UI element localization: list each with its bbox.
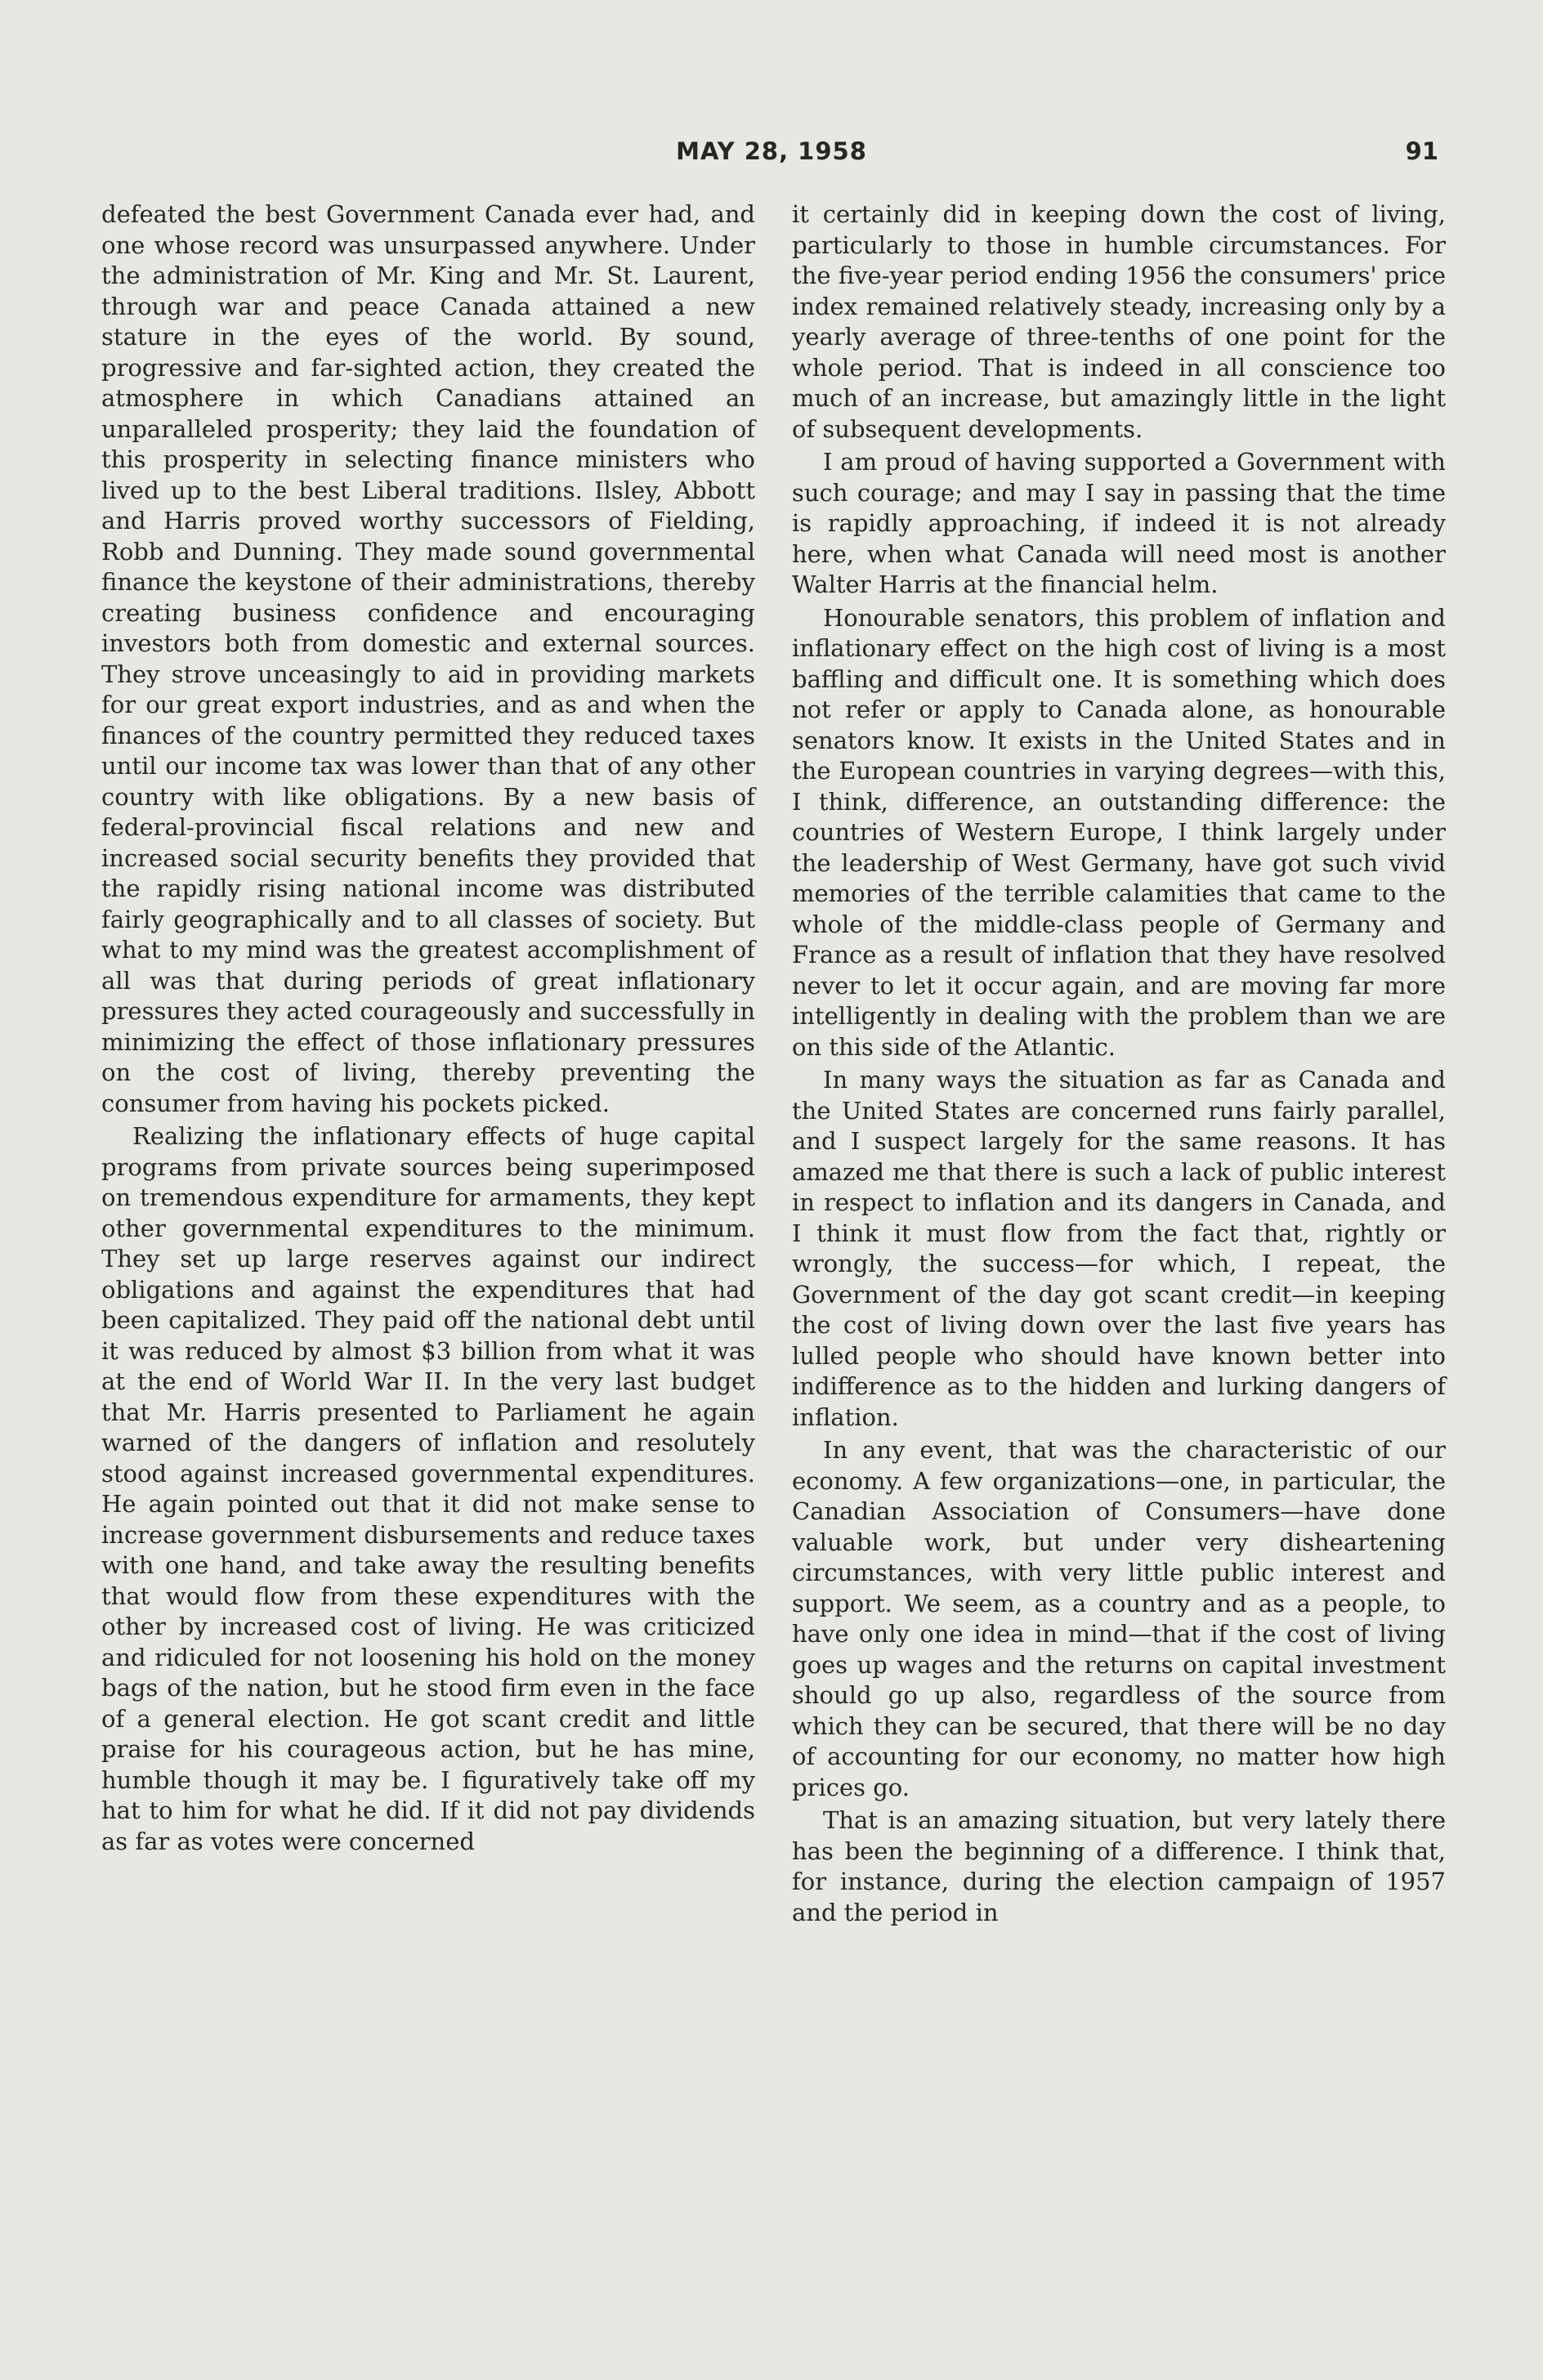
left-column — [101, 199, 755, 1859]
paragraph: defeated the best Government Canada ever had, and one whose record was unsurpassed anywhere. Under the administration of Mr. King and Mr. St. Laurent, through war and peace Canada attained a new stature in the eyes of the world. By sound, progressive and far-sighted action, they created the atmosphere in which Canadians attained an unparalleled prosperity; they laid the foundation of this prosperity in selecting finance ministers who lived up to the best Liberal traditions. Ilsley, Abbott and Harris proved worthy successors of Fielding, Robb and Dunning. They made sound governmental finance the keystone of their administrations, thereby creating business confidence and encouraging investors both from domestic and external sources. They strove unceasingly to aid in providing markets for our great export industries, and as and when the finances of the country permitted they reduced taxes until our income tax was lower than that of any other country with like obligations. By a new basis of federal-provincial fiscal relations and new and increased social security benefits they provided that the rapidly rising national income was distributed fairly geographically and to all classes of society. But what to my mind was the greatest accomplishment of all was that during periods of great inflationary pressures they acted courageously and successfully in minimizing the effect of those inflationary pressures on the cost of living, thereby preventing the consumer from having his pockets picked. — [101, 200, 755, 1117]
paragraph: Realizing the inflationary effects of huge capital programs from private sources being superimposed on tremendous expenditure for armaments, they kept other governmental expenditures to the minimum. They set up large reserves against our indirect obligations and against the expenditures that had been capitalized. They paid off the national debt until it was reduced by almost $3 billion from what it was at the end of World War II. In the very last budget that Mr. Harris presented to Parliament he again warned of the dangers of inflation and resolutely stood against increased governmental expenditures. He again pointed out that it did not make sense to increase government disbursements and reduce taxes with one hand, and take away the resulting benefits that would flow from these expenditures with the other by increased cost of living. He was criticized and ridiculed for not loosening his hold on the money bags of the nation, but he stood firm even in the face of a general election. He got scant credit and little praise for his courageous action, but he has mine, humble though it may be. I figuratively take off my hat to him for what he did. If it did not pay dividends as far as votes were concerned — [101, 1122, 755, 1855]
page-number: 91 — [1405, 137, 1438, 165]
paragraph: it certainly did in keeping down the cost of living, particularly to those in humble circumstances. For the five-year period ending 1956 the consumers' price index remained relatively steady, increasing only by a yearly average of three-tenths of one point for the whole period. That is indeed in all conscience too much of an increase, but amazingly little in the light of subsequent developments. — [792, 200, 1446, 443]
page-header — [105, 137, 1438, 178]
paragraph: In any event, that was the characteristic of our economy. A few organizations—one, in particular, the Canadian Association of Consumers—have done valuable work, but under very disheartening circumstances, with very little public interest and support. We seem, as a country and as a people, to have only one idea in mind—that if the cost of living goes up wages and the returns on capital investment should go up also, regardless of the source from which they can be secured, that there will be no day of accounting for our economy, no matter how high prices go. — [792, 1436, 1446, 1801]
right-column — [792, 199, 1446, 1930]
paragraph: That is an amazing situation, but very lately there has been the beginning of a difference. I think that, for instance, during the election campaign of 1957 and the period in — [792, 1806, 1446, 1926]
paragraph: Honourable senators, this problem of inflation and inflationary effect on the high cost of living is a most baffling and difficult one. It is something which does not refer or apply to Canada alone, as honourable senators know. It exists in the United States and in the European countries in varying degrees—with this, I think, difference, an outstanding difference: the countries of Western Europe, I think largely under the leadership of West Germany, have got such vivid memories of the terrible calamities that came to the whole of the middle-class people of Germany and France as a result of inflation that they have resolved never to let it occur again, and are moving far more intelligently in dealing with the problem than we are on this side of the Atlantic. — [792, 603, 1446, 1061]
page-date: MAY 28, 1958 — [676, 137, 867, 165]
paragraph: I am proud of having supported a Government with such courage; and may I say in passing that the time is rapidly approaching, if indeed it is not already here, when what Canada will need most is another Walter Harris at the financial helm. — [792, 448, 1446, 598]
paragraph: In many ways the situation as far as Canada and the United States are concerned runs fairly parallel, and I suspect largely for the same reasons. It has amazed me that there is such a lack of public interest in respect to inflation and its dangers in Canada, and I think it must flow from the fact that, rightly or wrongly, the success—for which, I repeat, the Government of the day got scant credit—in keeping the cost of living down over the last five years has lulled people who should have known better into indifference as to the hidden and lurking dangers of inflation. — [792, 1066, 1446, 1431]
